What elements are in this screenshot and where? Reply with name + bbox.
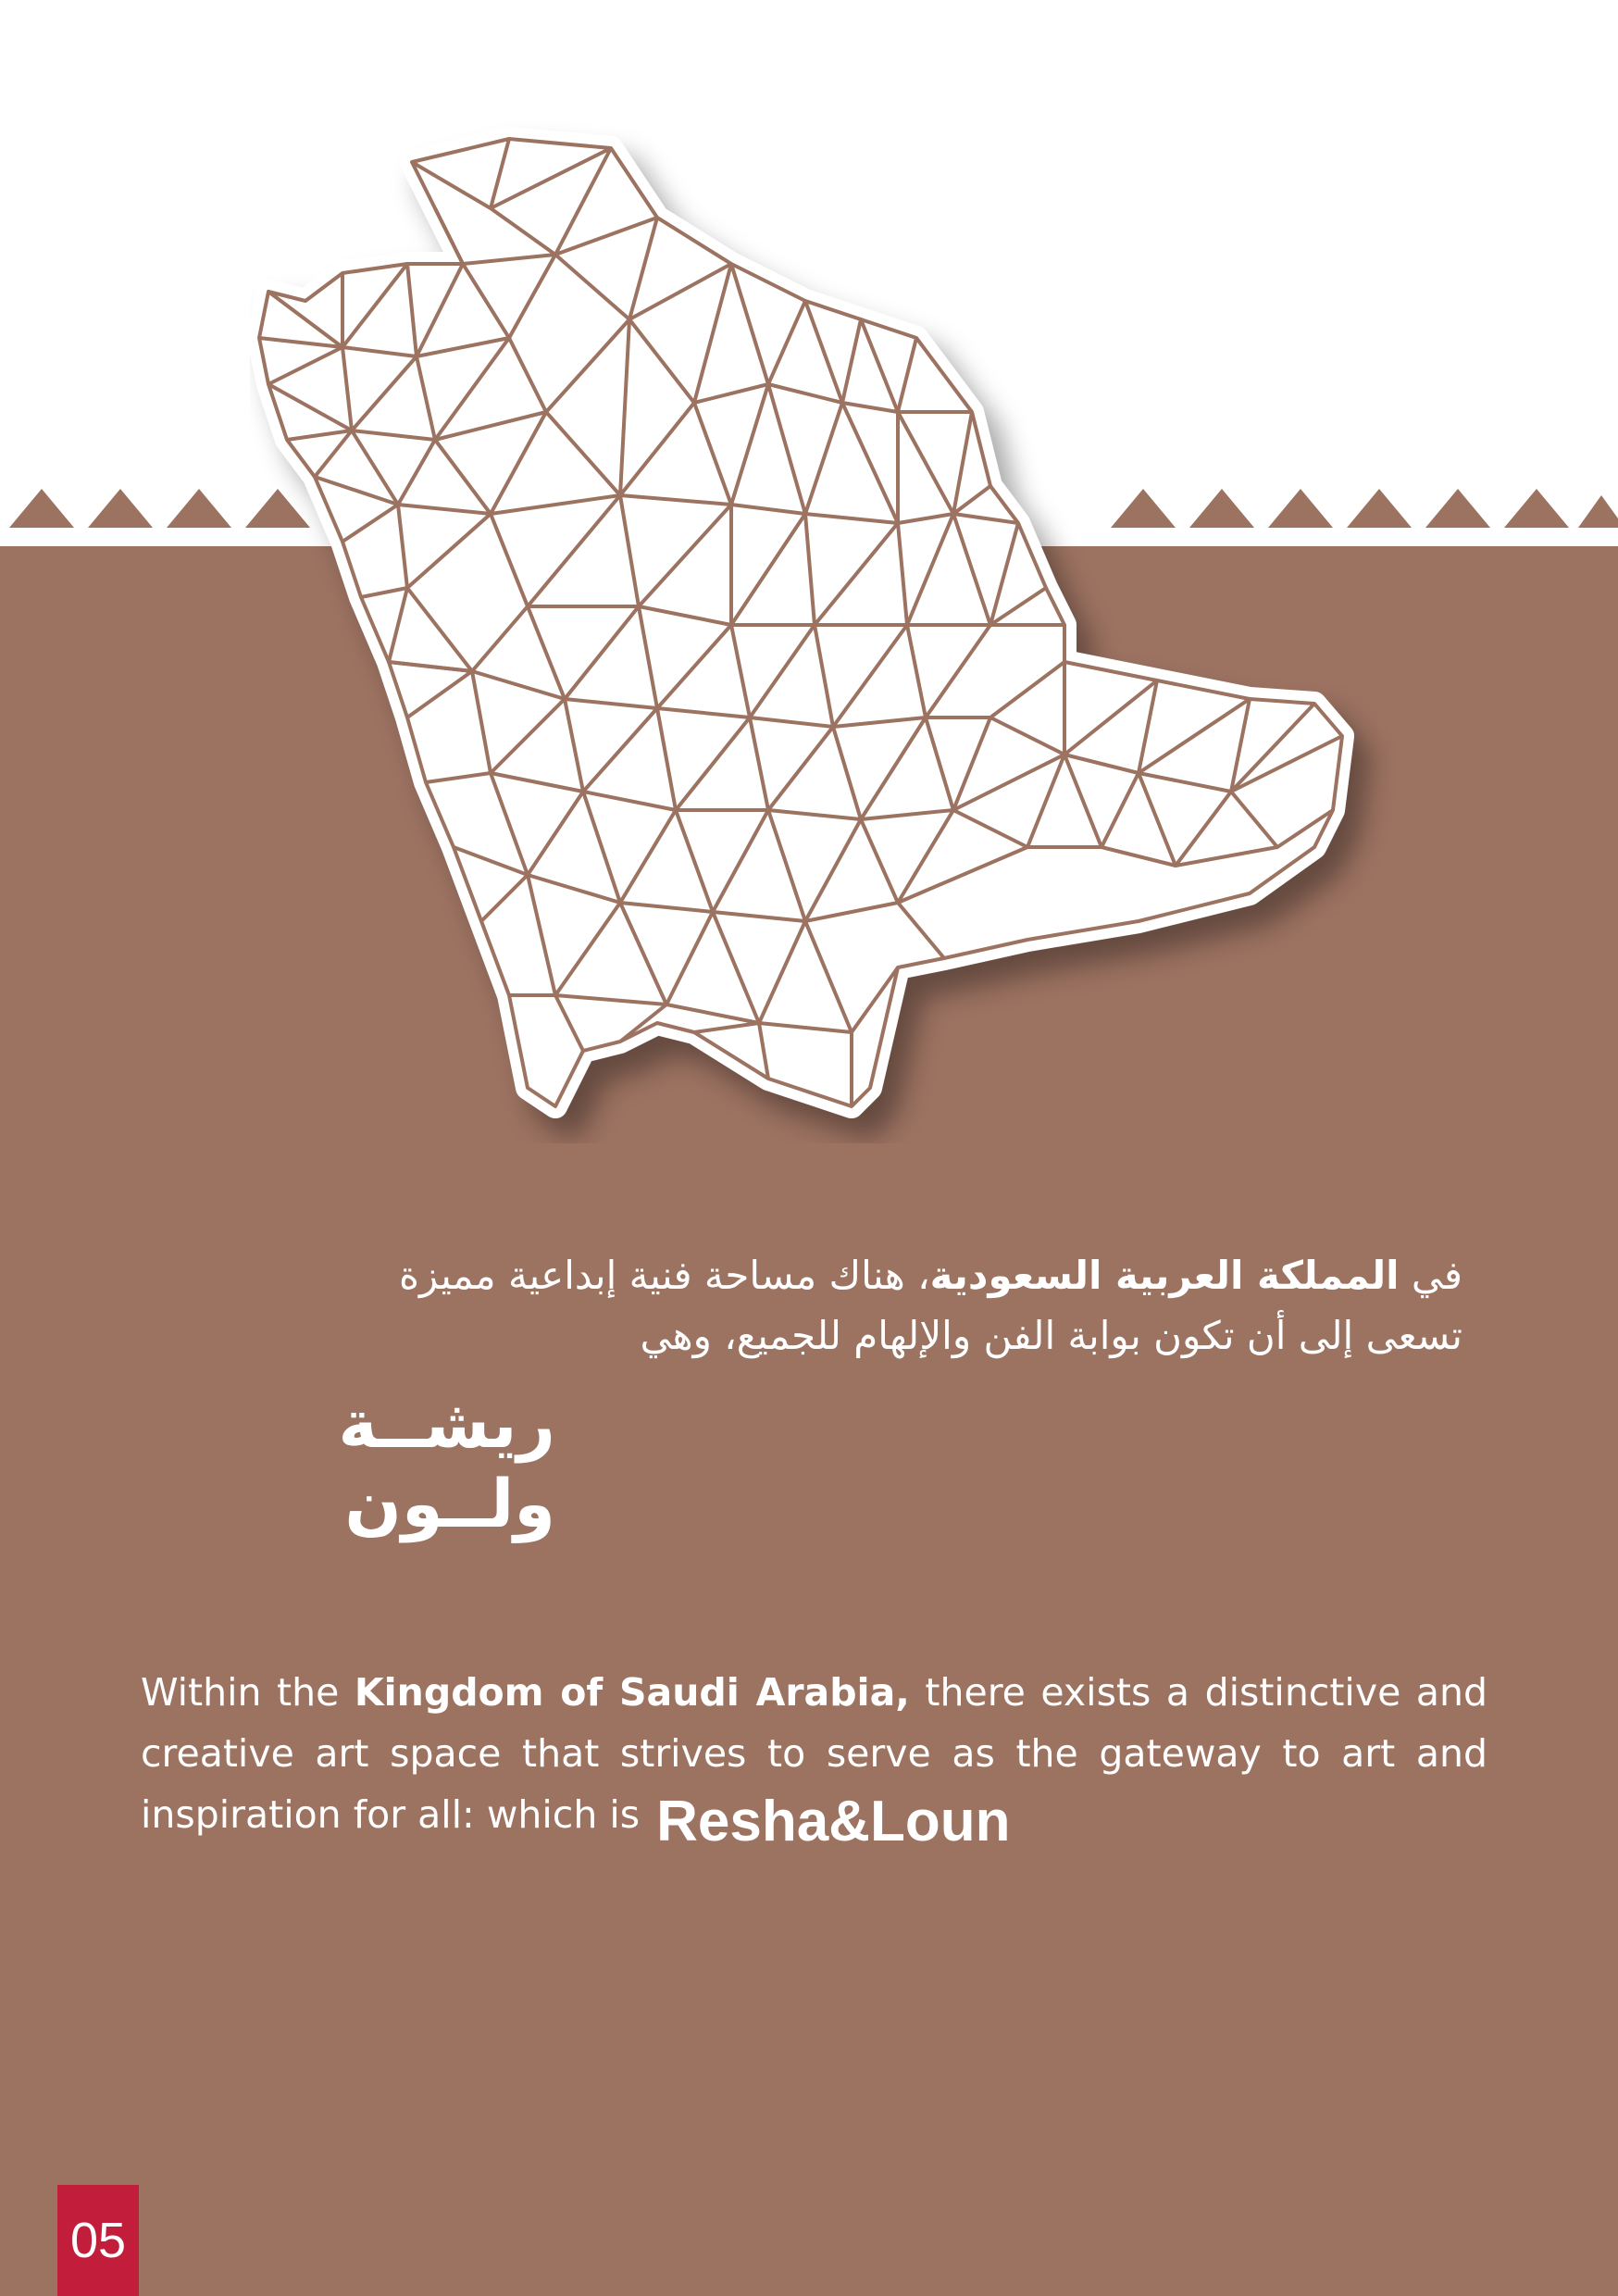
arabic-brand-name: ريشــة ولــون [338, 1385, 555, 1543]
arabic-line1-prefix: في [1399, 1253, 1462, 1298]
english-intro-paragraph [141, 1662, 1487, 1853]
arabic-intro-paragraph [185, 1245, 1462, 1366]
english-body: there exists a distinctive and creative art space that strives to serve as the gateway to art and inspiration for all: which is [141, 1670, 1487, 1837]
page-number: 05 [69, 2213, 127, 2268]
saudi-arabia-map-icon [250, 106, 1453, 1143]
english-prefix: Within the [141, 1670, 355, 1715]
english-kingdom-name: Kingdom of Saudi Arabia, [354, 1670, 910, 1715]
page-number-badge [57, 2185, 139, 2296]
arabic-kingdom-name: المملكة العربية السعودية [929, 1253, 1400, 1298]
english-brand-name: Resha&Loun [656, 1790, 1011, 1853]
arabic-line1-suffix: ، هناك مساحة فنية إبداعية مميزة [398, 1253, 930, 1298]
arabic-line2: تسعى إلى أن تكون بوابة الفن والإلهام للجميع، وهي [640, 1313, 1462, 1359]
